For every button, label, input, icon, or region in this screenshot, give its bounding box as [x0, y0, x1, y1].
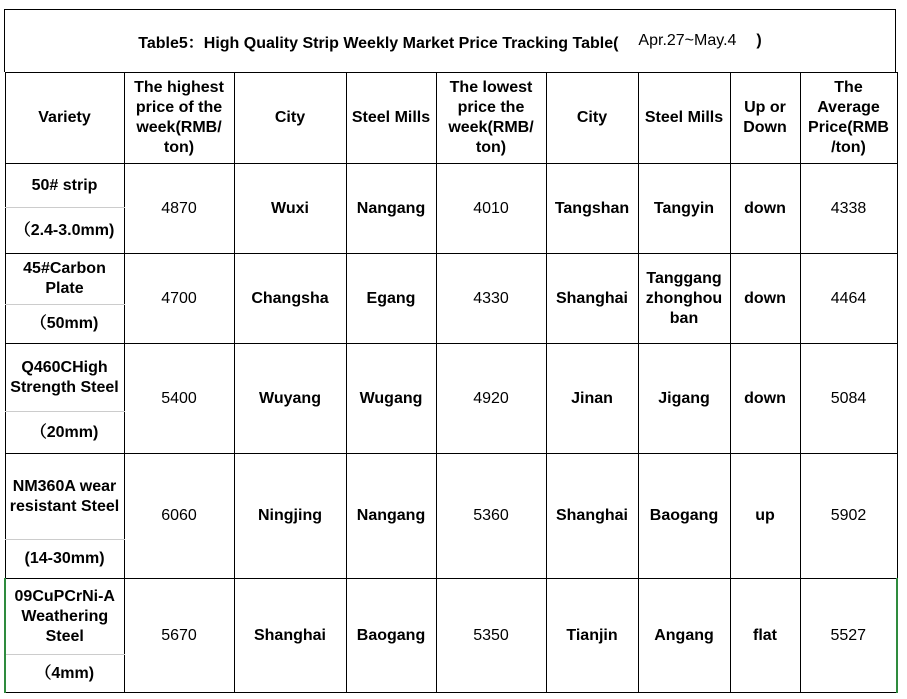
- lowest-price: 5350: [436, 579, 546, 693]
- variety-name: 50# strip: [5, 164, 124, 208]
- low-city: Shanghai: [546, 454, 638, 579]
- high-steel-mill: Wugang: [346, 344, 436, 454]
- header-up-or-down: Up or Down: [730, 73, 800, 164]
- header-average-price: The Average Price(RMB /ton): [800, 73, 897, 164]
- average-price: 5527: [800, 579, 897, 693]
- highest-price: 5670: [124, 579, 234, 693]
- title-date-range: Apr.27~May.4: [638, 32, 737, 49]
- high-steel-mill: Egang: [346, 254, 436, 344]
- low-steel-mill: Baogang: [638, 454, 730, 579]
- average-price: 4464: [800, 254, 897, 344]
- variety-name: 45#Carbon Plate: [5, 254, 124, 305]
- lowest-price: 4330: [436, 254, 546, 344]
- low-city: Tianjin: [546, 579, 638, 693]
- low-steel-mill: Jigang: [638, 344, 730, 454]
- trend: up: [730, 454, 800, 579]
- average-price: 4338: [800, 164, 897, 254]
- low-steel-mill: Tanggang zhonghou ban: [638, 254, 730, 344]
- low-city: Tangshan: [546, 164, 638, 254]
- header-high-city: City: [234, 73, 346, 164]
- variety-spec: （4mm): [5, 655, 124, 693]
- variety-spec: （50mm): [5, 305, 124, 344]
- header-high-steel-mills: Steel Mills: [346, 73, 436, 164]
- table-title: [4, 9, 896, 72]
- lowest-price: 4920: [436, 344, 546, 454]
- lowest-price: 5360: [436, 454, 546, 579]
- low-steel-mill: Angang: [638, 579, 730, 693]
- highest-price: 4700: [124, 254, 234, 344]
- lowest-price: 4010: [436, 164, 546, 254]
- table-row: [5, 454, 897, 540]
- high-steel-mill: Nangang: [346, 164, 436, 254]
- low-city: Shanghai: [546, 254, 638, 344]
- highest-price: 6060: [124, 454, 234, 579]
- header-row: [5, 73, 897, 164]
- high-city: Wuyang: [234, 344, 346, 454]
- highest-price: 5400: [124, 344, 234, 454]
- high-steel-mill: Nangang: [346, 454, 436, 579]
- high-steel-mill: Baogang: [346, 579, 436, 693]
- title-main: Table5：High Quality Strip Weekly Market Price Tracking Table(: [138, 34, 619, 52]
- table-row: [5, 254, 897, 305]
- high-city: Changsha: [234, 254, 346, 344]
- variety-name: 09CuPCrNi-A Weathering Steel: [5, 579, 124, 655]
- header-variety: Variety: [5, 73, 124, 164]
- average-price: 5902: [800, 454, 897, 579]
- table-row: [5, 164, 897, 208]
- trend: down: [730, 254, 800, 344]
- high-city: Shanghai: [234, 579, 346, 693]
- title-close-paren: ): [756, 32, 762, 49]
- high-city: Wuxi: [234, 164, 346, 254]
- header-highest-price: The highest price of the week(RMB/ ton): [124, 73, 234, 164]
- header-low-city: City: [546, 73, 638, 164]
- table-row: [5, 344, 897, 412]
- variety-spec: （2.4-3.0mm): [5, 208, 124, 254]
- low-city: Jinan: [546, 344, 638, 454]
- trend: down: [730, 164, 800, 254]
- trend: down: [730, 344, 800, 454]
- header-lowest-price: The lowest price the week(RMB/ ton): [436, 73, 546, 164]
- price-tracking-table: [4, 72, 898, 693]
- header-low-steel-mills: Steel Mills: [638, 73, 730, 164]
- table-row: [5, 579, 897, 655]
- variety-spec: （20mm): [5, 412, 124, 454]
- low-steel-mill: Tangyin: [638, 164, 730, 254]
- trend: flat: [730, 579, 800, 693]
- variety-name: Q460CHigh Strength Steel: [5, 344, 124, 412]
- average-price: 5084: [800, 344, 897, 454]
- high-city: Ningjing: [234, 454, 346, 579]
- variety-spec: (14-30mm): [5, 540, 124, 579]
- highest-price: 4870: [124, 164, 234, 254]
- variety-name: NM360A wear resistant Steel: [5, 454, 124, 540]
